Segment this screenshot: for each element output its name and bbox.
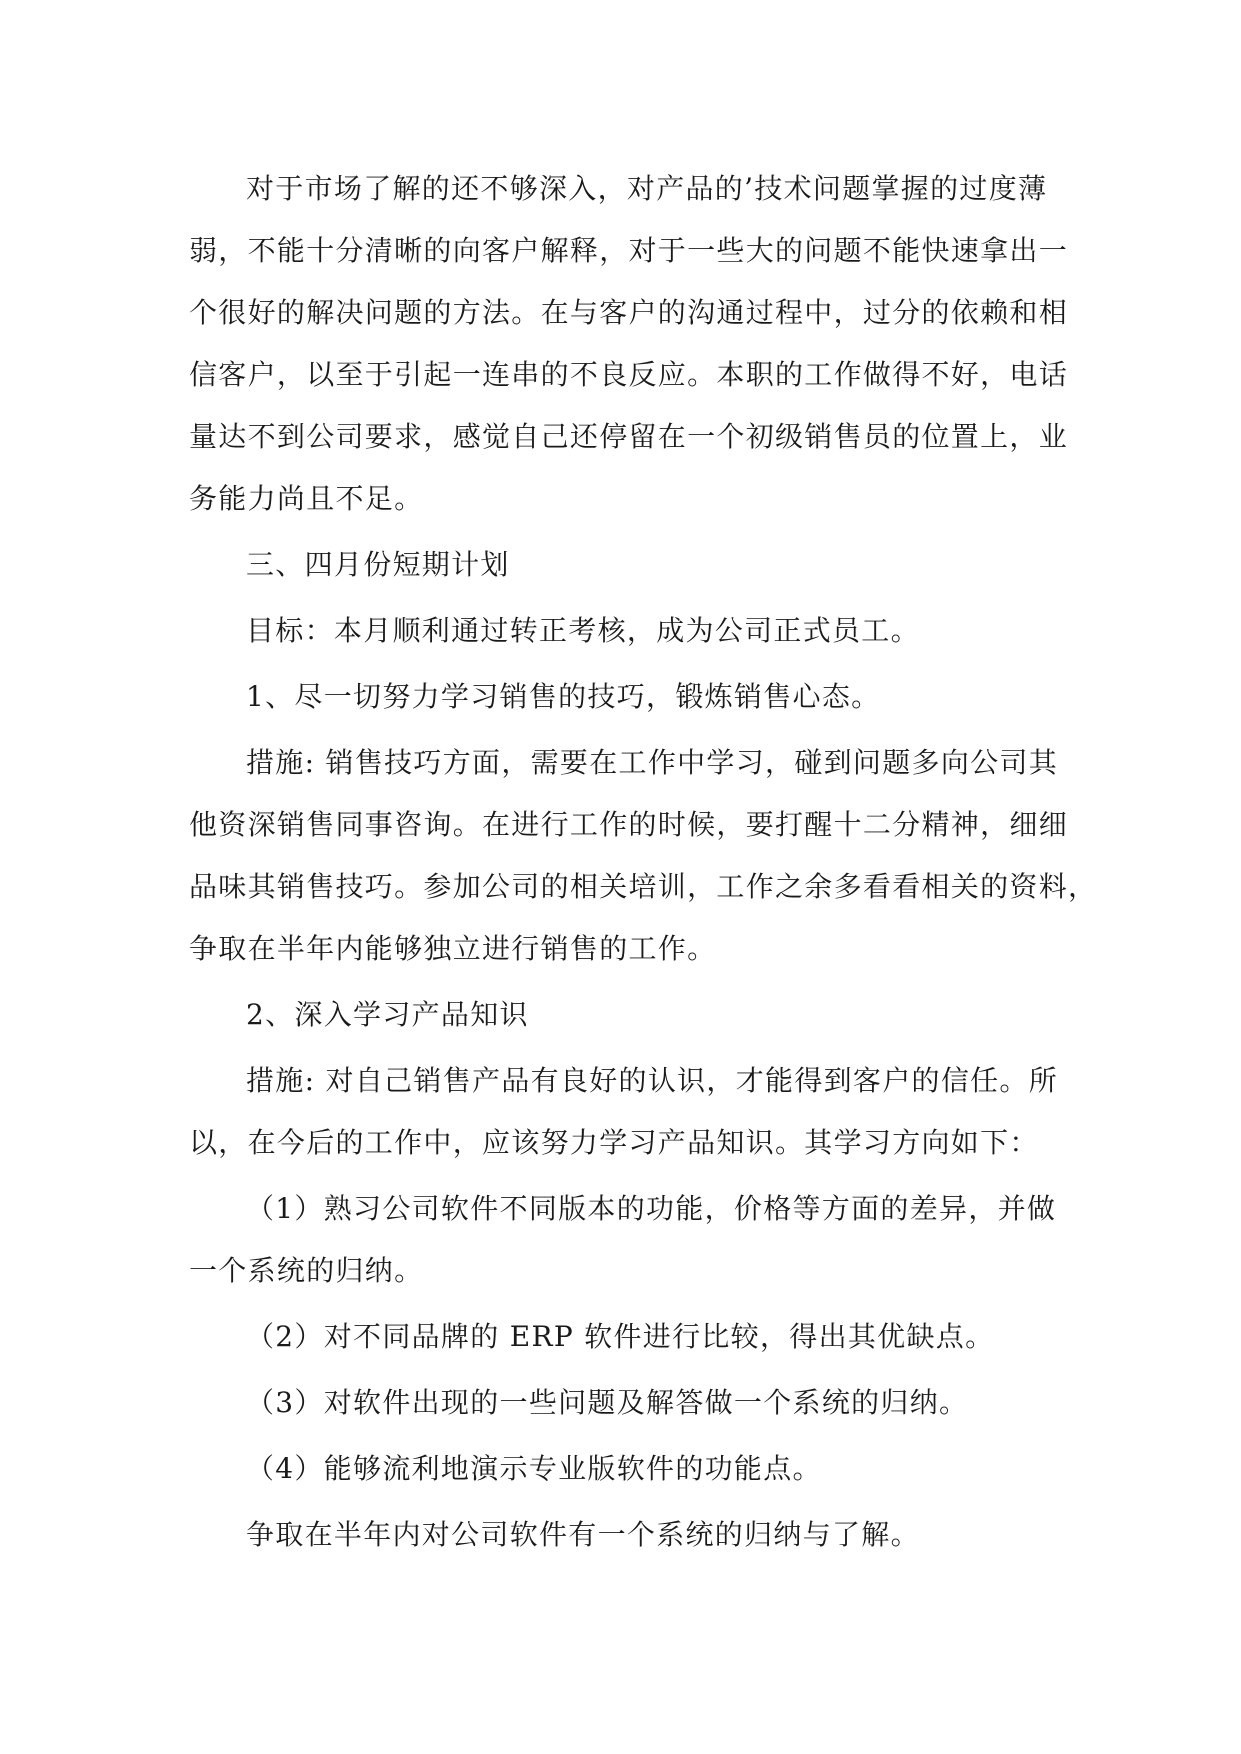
text-line: 三、四月份短期计划 xyxy=(246,548,510,581)
text-line: 以，在今后的工作中，应该努力学习产品知识。其学习方向如下： xyxy=(189,1126,1039,1159)
text-line: 务能力尚且不足。 xyxy=(189,482,424,515)
sub-item-3 xyxy=(189,1372,1053,1434)
paragraph-closing xyxy=(189,1504,1053,1566)
text-line: 弱，不能十分清晰的向客户解释，对于一些大的问题不能快速拿出一 xyxy=(189,234,1069,267)
paragraph-market-weakness xyxy=(189,158,1069,530)
text-line: 一个系统的归纳。 xyxy=(189,1254,424,1287)
sub-item-2 xyxy=(189,1306,1053,1368)
text-line: 争取在半年内能够独立进行销售的工作。 xyxy=(189,932,717,965)
text-line: 品味其销售技巧。参加公司的相关培训，工作之余多看看相关的资料， xyxy=(189,870,1098,903)
paragraph-measure-2 xyxy=(189,1050,1059,1174)
text-line: 争取在半年内对公司软件有一个系统的归纳与了解。 xyxy=(246,1518,920,1551)
text-line: 对于市场了解的还不够深入，对产品的’技术问题掌握的过度薄 xyxy=(246,172,1048,205)
text-line: 他资深销售同事咨询。在进行工作的时候，要打醒十二分精神，细细 xyxy=(189,808,1069,841)
text-line: 量达不到公司要求，感觉自己还停留在一个初级销售员的位置上，业 xyxy=(189,420,1069,453)
sub-item-1 xyxy=(189,1178,1057,1302)
text-line: 措施: 销售技巧方面，需要在工作中学习，碰到问题多向公司其 xyxy=(246,746,1059,779)
text-line: 2、深入学习产品知识 xyxy=(246,998,529,1031)
document-body xyxy=(189,158,1098,1570)
text-line: 目标：本月顺利通过转正考核，成为公司正式员工。 xyxy=(246,614,920,647)
text-line: 个很好的解决问题的方法。在与客户的沟通过程中，过分的依赖和相 xyxy=(189,296,1069,329)
text-line: （4）能够流利地演示专业版软件的功能点。 xyxy=(246,1452,822,1485)
paragraph-measure-1 xyxy=(189,732,1098,980)
text-line: 信客户，以至于引起一连串的不良反应。本职的工作做得不好，电话 xyxy=(189,358,1069,391)
paragraph-goal xyxy=(189,600,1053,662)
list-item-1 xyxy=(189,666,1053,728)
text-line: 措施: 对自己销售产品有良好的认识，才能得到客户的信任。所 xyxy=(246,1064,1059,1097)
text-line: （2）对不同品牌的 ERP 软件进行比较，得出其优缺点。 xyxy=(246,1320,995,1353)
list-item-2 xyxy=(189,984,1053,1046)
sub-item-4 xyxy=(189,1438,1053,1500)
section-heading xyxy=(189,534,1053,596)
text-line: （1）熟习公司软件不同版本的功能，价格等方面的差异，并做 xyxy=(246,1192,1057,1225)
text-line: 1、尽一切努力学习销售的技巧，锻炼销售心态。 xyxy=(246,680,881,713)
text-line: （3）对软件出现的一些问题及解答做一个系统的归纳。 xyxy=(246,1386,969,1419)
